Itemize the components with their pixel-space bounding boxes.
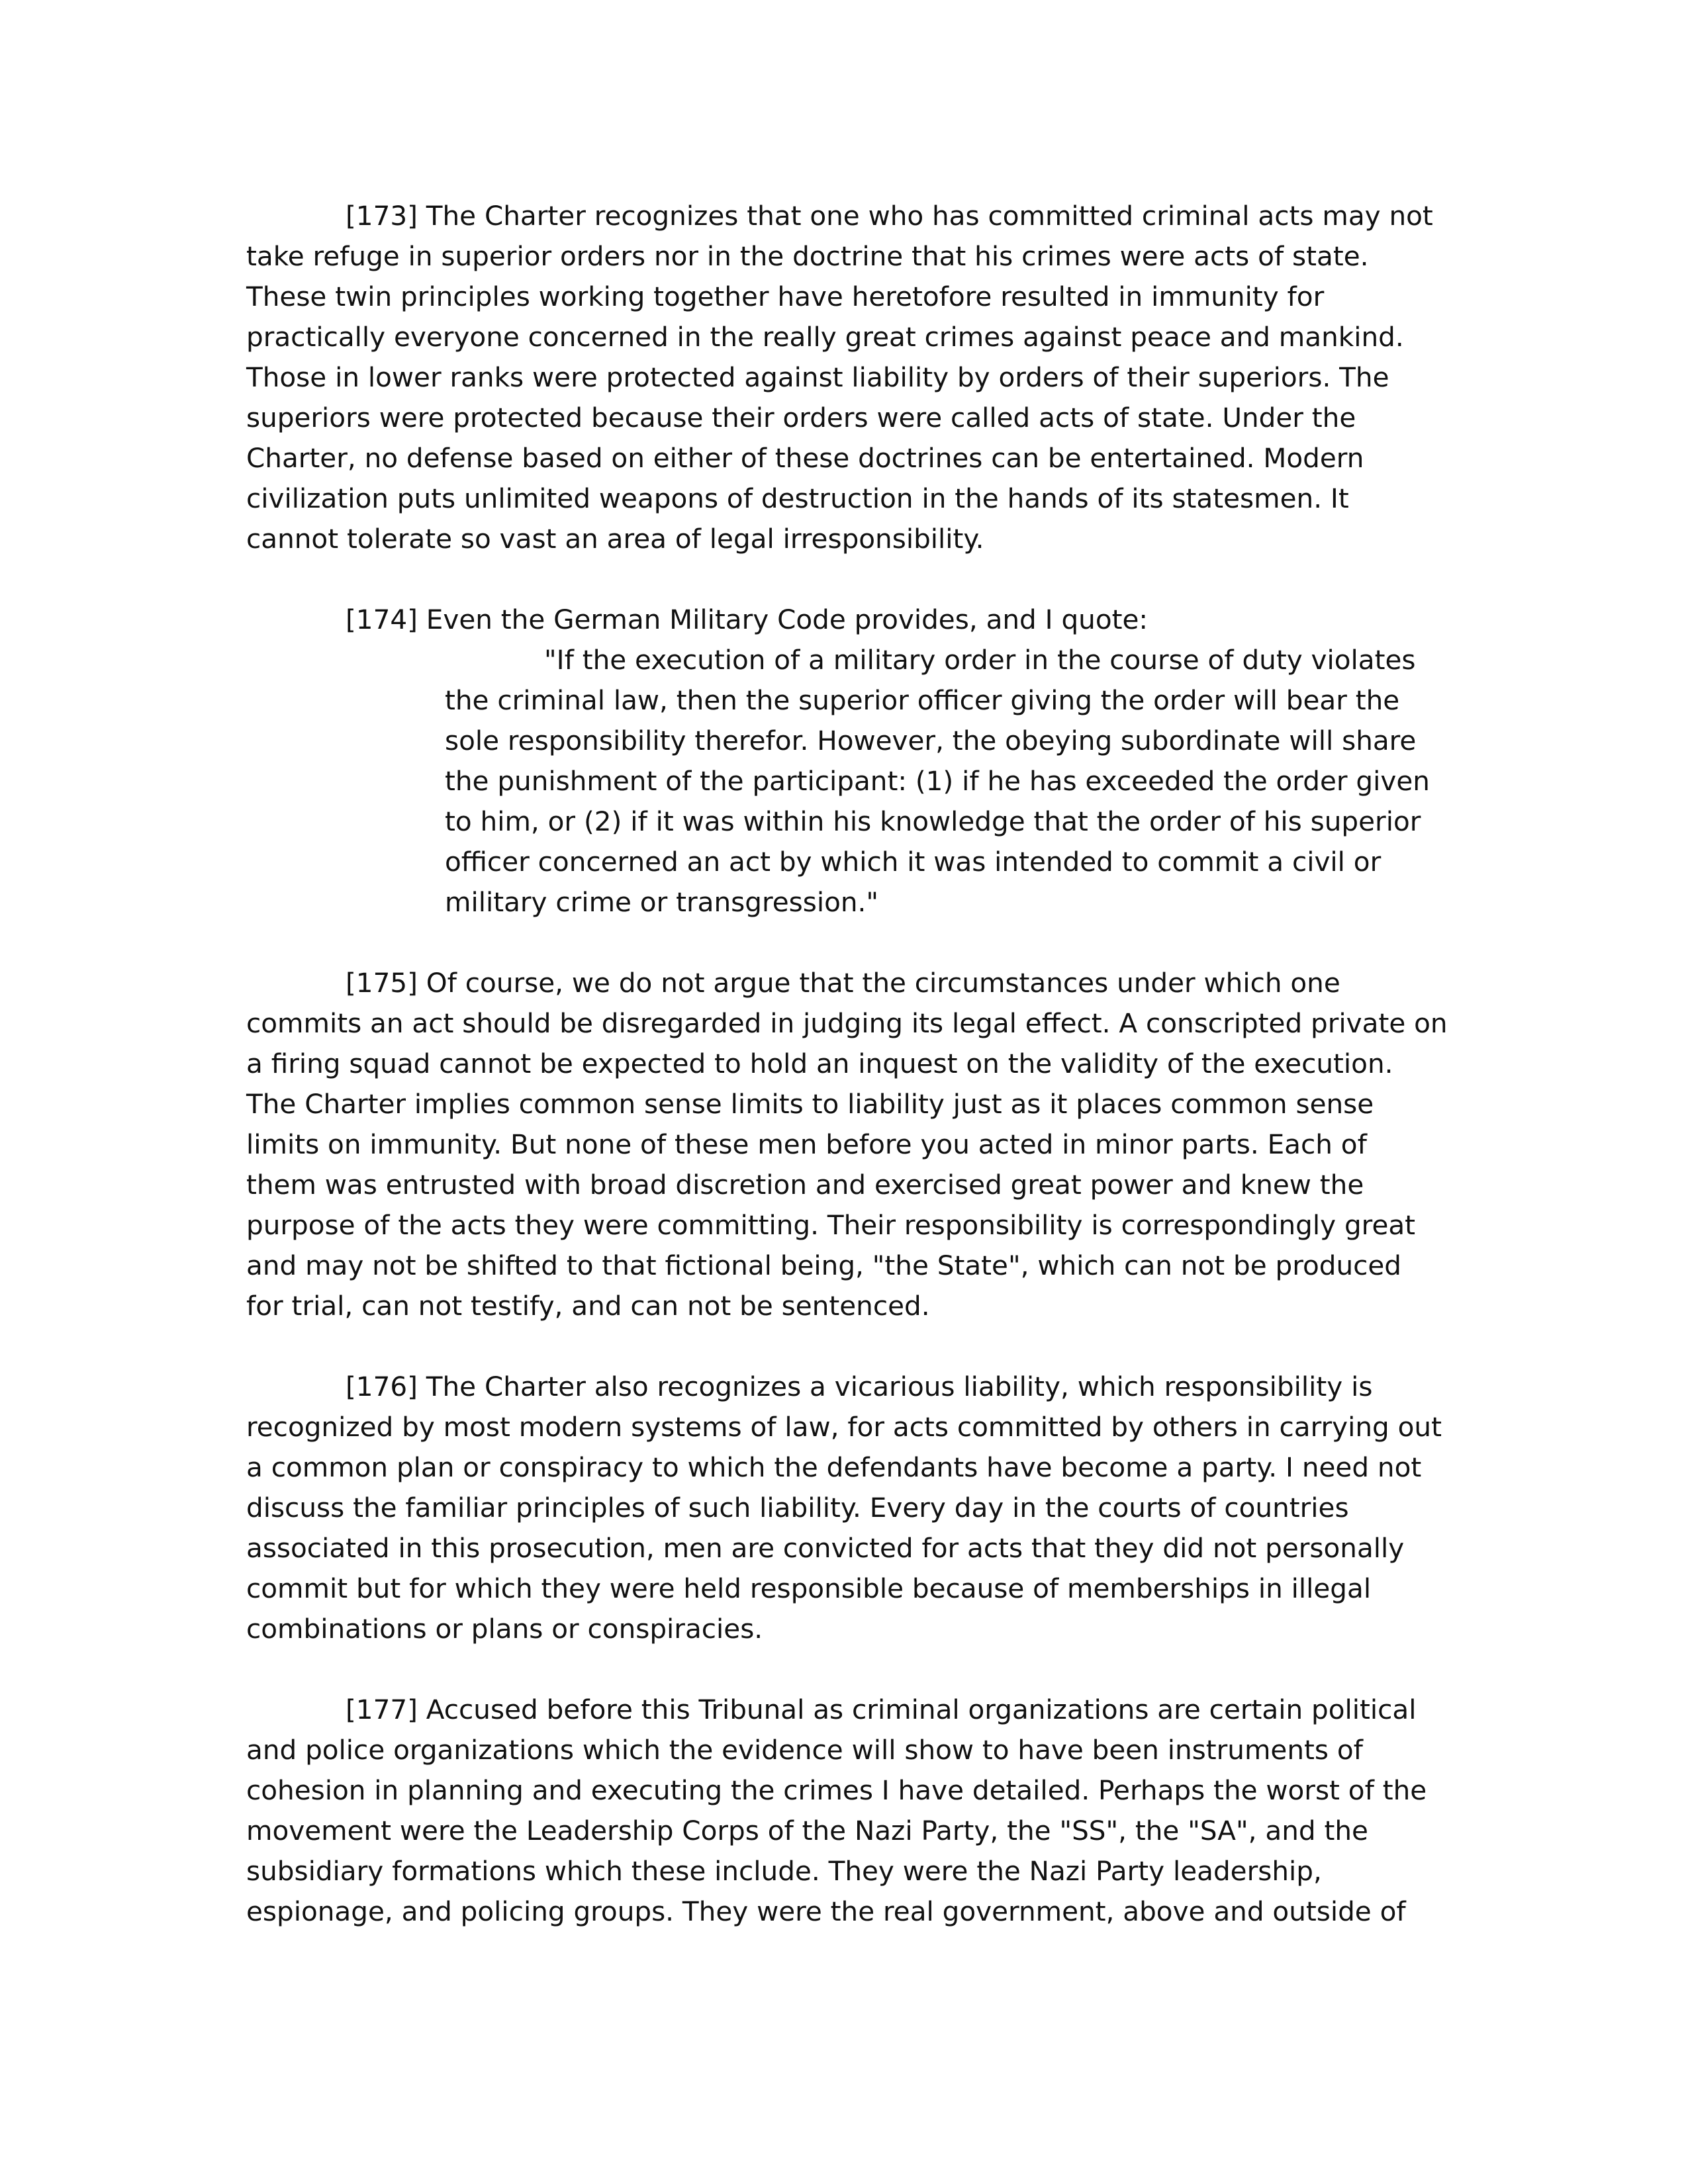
quote-line: sole responsibility therefor. However, the obeying subordinate will share: [445, 725, 1417, 756]
paragraph-line: civilization puts unlimited weapons of destruction in the hands of its statesmen. It: [246, 482, 1349, 514]
paragraph-spacer: [246, 1326, 1458, 1367]
paragraph-line: limits on immunity. But none of these men before you acted in minor parts. Each of: [246, 1128, 1367, 1160]
paragraph-line: take refuge in superior orders nor in the doctrine that his crimes were acts of state.: [246, 240, 1369, 272]
paragraph-175: [246, 963, 1458, 1326]
paragraph-line: cohesion in planning and executing the crimes I have detailed. Perhaps the worst of the: [246, 1774, 1427, 1806]
paragraph-174: [246, 600, 1458, 640]
paragraph-line: movement were the Leadership Corps of the Nazi Party, the "SS", the "SA", and the: [246, 1815, 1368, 1846]
paragraph-line: [174] Even the German Military Code provides, and I quote:: [346, 604, 1149, 635]
paragraph-line: These twin principles working together have heretofore resulted in immunity for: [246, 281, 1325, 312]
paragraph-line: superiors were protected because their orders were called acts of state. Under the: [246, 402, 1356, 433]
paragraph-173: [246, 196, 1458, 559]
paragraph-line: practically everyone concerned in the really great crimes against peace and mankind.: [246, 321, 1404, 353]
block-quote: [246, 640, 1458, 923]
paragraph-line: subsidiary formations which these include. They were the Nazi Party leadership,: [246, 1855, 1322, 1887]
quote-line: "If the execution of a military order in the course of duty violates: [544, 644, 1416, 676]
paragraph-line: discuss the familiar principles of such liability. Every day in the courts of countries: [246, 1492, 1349, 1524]
quote-line: the punishment of the participant: (1) if he has exceeded the order given: [445, 765, 1430, 797]
paragraph-line: for trial, can not testify, and can not be sentenced.: [246, 1290, 930, 1322]
paragraph-spacer: [246, 923, 1458, 963]
paragraph-line: cannot tolerate so vast an area of legal irresponsibility.: [246, 523, 984, 555]
paragraph-176: [246, 1367, 1458, 1649]
paragraph-line: Charter, no defense based on either of these doctrines can be entertained. Modern: [246, 442, 1364, 474]
document-body: [246, 196, 1458, 1932]
paragraph-line: [176] The Charter also recognizes a vicarious liability, which responsibility is: [346, 1371, 1373, 1402]
paragraph-spacer: [246, 1649, 1458, 1690]
quote-line: military crime or transgression.": [445, 886, 879, 918]
paragraph-177: [246, 1690, 1458, 1932]
quote-line: officer concerned an act by which it was intended to commit a civil or: [445, 846, 1382, 878]
paragraph-line: Those in lower ranks were protected against liability by orders of their superiors. The: [246, 361, 1389, 393]
quote-line: to him, or (2) if it was within his knowledge that the order of his superior: [445, 805, 1421, 837]
paragraph-line: [177] Accused before this Tribunal as criminal organizations are certain political: [346, 1694, 1417, 1725]
paragraph-line: a firing squad cannot be expected to hold an inquest on the validity of the execution.: [246, 1048, 1393, 1079]
paragraph-line: [173] The Charter recognizes that one who has committed criminal acts may not: [346, 200, 1433, 232]
paragraph-line: and police organizations which the evidence will show to have been instruments of: [246, 1734, 1363, 1766]
paragraph-line: associated in this prosecution, men are convicted for acts that they did not personally: [246, 1532, 1405, 1564]
paragraph-line: commits an act should be disregarded in judging its legal effect. A conscripted private on: [246, 1007, 1448, 1039]
quote-line: the criminal law, then the superior officer giving the order will bear the: [445, 684, 1400, 716]
paragraph-line: The Charter implies common sense limits to liability just as it places common sense: [246, 1088, 1374, 1120]
paragraph-line: espionage, and policing groups. They were the real government, above and outside of: [246, 1895, 1406, 1927]
paragraph-spacer: [246, 559, 1458, 600]
paragraph-line: them was entrusted with broad discretion and exercised great power and knew the: [246, 1169, 1364, 1201]
paragraph-line: commit but for which they were held responsible because of memberships in illegal: [246, 1572, 1372, 1604]
paragraph-line: combinations or plans or conspiracies.: [246, 1613, 763, 1645]
paragraph-line: purpose of the acts they were committing. Their responsibility is correspondingly great: [246, 1209, 1416, 1241]
paragraph-line: a common plan or conspiracy to which the defendants have become a party. I need not: [246, 1451, 1422, 1483]
paragraph-line: recognized by most modern systems of law, for acts committed by others in carrying out: [246, 1411, 1442, 1443]
paragraph-line: [175] Of course, we do not argue that the circumstances under which one: [346, 967, 1340, 999]
paragraph-line: and may not be shifted to that fictional being, "the State", which can not be produced: [246, 1250, 1402, 1281]
